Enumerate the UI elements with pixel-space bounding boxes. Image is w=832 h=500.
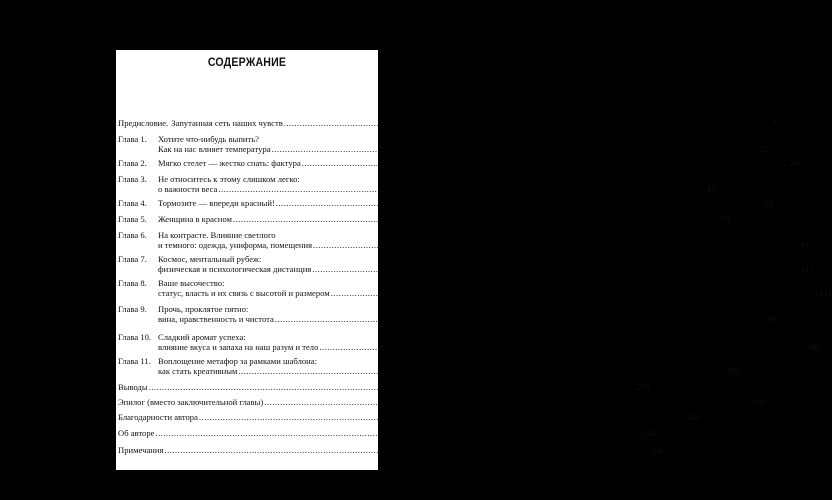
entry-title: Ваше высочество: — [158, 278, 225, 288]
entry-page-number: 209 — [726, 366, 740, 376]
entry-label: Предисловие. — [118, 118, 169, 128]
leader-dots — [312, 264, 799, 274]
leader-dots — [284, 118, 771, 128]
entry-page-number: 131 — [819, 288, 832, 298]
toc-entry-conclusions — [118, 382, 650, 392]
toc-entry-about-author — [118, 428, 657, 438]
entry-title-continued: о важности веса — [158, 184, 218, 194]
entry-title: Сладкий аромат успеха: — [158, 332, 246, 342]
toc-entry-acknowledgements — [118, 412, 701, 422]
leader-dots — [331, 288, 818, 298]
leader-dots — [199, 412, 686, 422]
entry-title: Космос, ментальный рубеж: — [158, 254, 262, 264]
entry-label: Глава 2. — [118, 158, 147, 168]
entry-title: Выводы — [118, 382, 148, 392]
entry-page-number: 91 — [801, 240, 810, 250]
entry-label: Глава 10. — [118, 332, 152, 342]
entry-page-number: 45 — [706, 184, 716, 194]
entry-page-number: 7 — [772, 118, 777, 128]
leader-dots — [233, 214, 720, 224]
leader-dots — [238, 366, 725, 376]
entry-label: Глава 11. — [118, 356, 151, 366]
leader-dots — [149, 382, 636, 392]
toc-entry-chapter-4 — [118, 198, 773, 208]
entry-label: Глава 6. — [118, 230, 147, 240]
toc-title: СОДЕРЖАНИЕ — [207, 57, 287, 69]
entry-title: Мягко стелет — жестко спать: фактура — [158, 158, 301, 168]
leader-dots — [302, 158, 789, 168]
leader-dots — [264, 397, 751, 407]
entry-title-continued: влияние вкуса и запаха на наш разум и тело — [158, 342, 319, 352]
entry-page-number: 115 — [800, 264, 814, 274]
toc-entry-chapter-1 — [118, 134, 769, 154]
entry-label: Глава 7. — [118, 254, 147, 264]
leader-dots — [272, 144, 759, 154]
entry-title: Хотите что-нибудь выпить? — [158, 134, 260, 144]
entry-label: Глава 3. — [118, 174, 147, 184]
entry-title-continued: как стать креативным — [158, 366, 238, 376]
entry-title: Эпилог (вместо заключительной главы) — [118, 397, 264, 407]
leader-dots — [313, 240, 800, 250]
entry-title-continued: Как на нас влияет температура — [158, 144, 271, 154]
leader-dots — [319, 342, 806, 352]
entry-title-continued: вина, нравственность и чистота — [158, 314, 274, 324]
entry-page-number: 245 — [643, 428, 657, 438]
entry-title: Женщина в красном — [158, 214, 232, 224]
entry-page-number: 189 — [807, 342, 821, 352]
entry-page-number: 247 — [652, 445, 666, 455]
entry-title: Тормозите — впереди красный! — [158, 198, 275, 208]
entry-title: Примечания — [118, 445, 164, 455]
leader-dots — [155, 428, 642, 438]
entry-title: Воплощение метафор за рамками шаблона: — [158, 356, 317, 366]
entry-label: Глава 8. — [118, 278, 147, 288]
leader-dots — [275, 314, 762, 324]
entry-title-continued: физическая и психологическая дистанция — [158, 264, 312, 274]
entry-label: Глава 9. — [118, 304, 147, 314]
entry-page-number: 15 — [759, 144, 769, 154]
entry-label: Глава 4. — [118, 198, 147, 208]
toc-entry-chapter-6 — [118, 230, 810, 250]
entry-title-continued: и темного: одежда, униформа, помещения — [158, 240, 313, 250]
toc-entry-chapter-9 — [118, 304, 777, 324]
toc-entry-chapter-2 — [118, 158, 799, 168]
entry-title: Запутанная сеть наших чувств — [171, 118, 283, 128]
entry-title: На контрасте. Влияние светлого — [158, 230, 276, 240]
entry-page-number: 229 — [637, 382, 650, 392]
toc-entry-epilogue — [118, 397, 766, 407]
entry-page-number: 241 — [687, 412, 701, 422]
entry-label: Глава 1. — [118, 134, 147, 144]
entry-page-number: 159 — [763, 314, 777, 324]
toc-entry-chapter-11 — [118, 356, 740, 376]
toc-entry-chapter-7 — [118, 254, 814, 274]
toc-entry-notes — [118, 445, 666, 455]
entry-label: Глава 5. — [118, 214, 147, 224]
leader-dots — [276, 198, 763, 208]
entry-title: Благодарности автора — [118, 412, 198, 422]
toc-entry-chapter-5 — [118, 214, 730, 224]
entry-page-number: 59 — [764, 198, 773, 208]
toc-entry-preface — [118, 118, 777, 128]
leader-dots — [164, 445, 651, 455]
toc-entry-chapter-10 — [118, 332, 821, 352]
entry-title: Прочь, проклятое пятно: — [158, 304, 249, 314]
entry-page-number: 73 — [721, 214, 730, 224]
entry-title: Об авторе — [118, 428, 155, 438]
entry-page-number: 29 — [790, 158, 799, 168]
entry-title-continued: статус, власть и их связь с высотой и размером — [158, 288, 330, 298]
toc-page — [116, 50, 832, 470]
toc-entry-chapter-3 — [118, 174, 716, 194]
entry-title: Не относитесь к этому слишком легко: — [158, 174, 300, 184]
entry-page-number: 231 — [752, 397, 766, 407]
leader-dots — [218, 184, 705, 194]
toc-entry-chapter-8 — [118, 278, 832, 298]
